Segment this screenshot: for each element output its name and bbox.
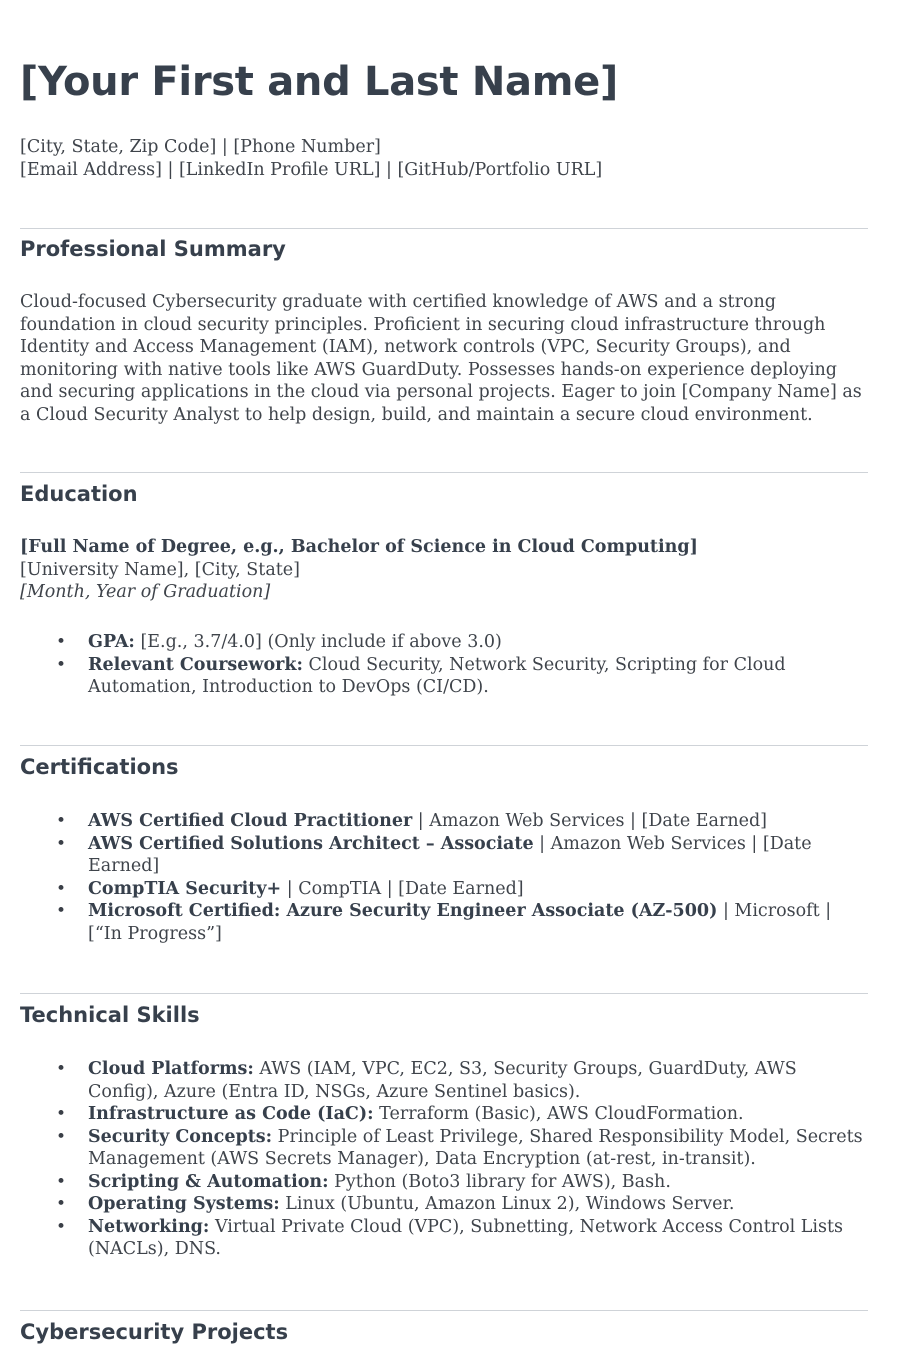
section-divider [20, 745, 868, 746]
certifications-list [88, 810, 868, 945]
item-label: Scripting & Automation: [88, 1171, 329, 1192]
graduation-date: [Month, Year of Graduation] [20, 582, 271, 602]
item-label: Cloud Platforms: [88, 1059, 254, 1079]
item-label: AWS Certified Solutions Architect – Associate [88, 833, 534, 854]
item-label: Networking: [88, 1216, 210, 1237]
education-entry [20, 536, 698, 604]
item-text: [E.g., 3.7/4.0] (Only include if above 3.0) [134, 632, 502, 652]
university-name: [University Name], [City, State] [20, 559, 300, 580]
item-text: Python (Boto3 library for AWS), Bash. [328, 1171, 671, 1192]
item-label: Microsoft Certified: Azure Security Engineer Associate (AZ-500) [88, 901, 718, 921]
list-item [88, 833, 868, 878]
section-heading-certifications: Certifications [20, 755, 179, 779]
skills-list [88, 1058, 868, 1261]
item-label: GPA: [88, 632, 135, 652]
list-item [88, 1103, 868, 1126]
list-item [88, 631, 868, 654]
item-text: Linux (Ubuntu, Amazon Linux 2), Windows Server. [279, 1194, 735, 1214]
degree-name: [Full Name of Degree, e.g., Bachelor of Science in Cloud Computing] [20, 537, 698, 557]
item-label: AWS Certified Cloud Practitioner [88, 811, 413, 831]
list-item [88, 1058, 868, 1103]
candidate-name: [Your First and Last Name] [20, 59, 618, 105]
list-item [88, 1171, 868, 1194]
section-divider [20, 228, 868, 229]
list-item [88, 900, 868, 945]
item-text: Terraform (Basic), AWS CloudFormation. [373, 1104, 744, 1124]
list-item [88, 1193, 868, 1216]
item-text: | Amazon Web Services | [Date Earned] [412, 811, 767, 831]
section-heading-education: Education [20, 482, 138, 506]
item-text: | Amazon Web Services | [Date Earned] [88, 833, 812, 876]
item-text: AWS (IAM, VPC, EC2, S3, Security Groups, GuardDuty, AWS Config), Azure (Entra ID, NSGs, Azure Sentinel basics). [88, 1059, 797, 1102]
item-text: | CompTIA | [Date Earned] [281, 878, 524, 899]
item-label: CompTIA Security+ [88, 878, 282, 899]
section-divider [20, 472, 868, 473]
contact-info [20, 136, 602, 181]
item-text: Cloud Security, Network Security, Scripting for Cloud Automation, Introduction to DevOps (CI/CD). [88, 654, 786, 697]
contact-line-email-links: [Email Address] | [LinkedIn Profile URL] | [GitHub/Portfolio URL] [20, 159, 603, 180]
list-item [88, 810, 868, 833]
item-label: Operating Systems: [88, 1194, 280, 1214]
contact-line-location-phone: [City, State, Zip Code] | [Phone Number] [20, 137, 381, 157]
list-item [88, 1216, 868, 1261]
item-text: | Microsoft | [“In Progress”] [88, 901, 832, 944]
item-label: Relevant Coursework: [88, 654, 303, 675]
section-divider [20, 1310, 868, 1311]
summary-text: Cloud-focused Cybersecurity graduate with certified knowledge of AWS and a strong foundation in cloud security principles. Proficient in securing cloud infrastructure through Identity and Access Management (IAM), network controls (VPC, Security Groups), and monitoring with native tools like AWS GuardDuty. Possesses hands-on experience deploying and securing applications in the cloud via personal projects. Eager to join [Company Name] as a Cloud Security Analyst to help design, build, and maintain a secure cloud environment. [20, 292, 862, 425]
list-item [88, 654, 868, 699]
item-label: Infrastructure as Code (IaC): [88, 1104, 374, 1124]
section-divider [20, 993, 868, 994]
section-heading-skills: Technical Skills [20, 1003, 200, 1027]
education-details-list [88, 631, 868, 699]
item-text: Principle of Least Privilege, Shared Responsibility Model, Secrets Management (AWS Secrets Manager), Data Encryption (at-rest, in-transit). [88, 1126, 863, 1169]
item-text: Virtual Private Cloud (VPC), Subnetting, Network Access Control Lists (NACLs), DNS. [88, 1216, 843, 1259]
list-item [88, 1126, 868, 1171]
section-heading-projects: Cybersecurity Projects [20, 1320, 289, 1344]
item-label: Security Concepts: [88, 1126, 273, 1147]
list-item [88, 878, 868, 901]
section-heading-summary: Professional Summary [20, 237, 286, 261]
